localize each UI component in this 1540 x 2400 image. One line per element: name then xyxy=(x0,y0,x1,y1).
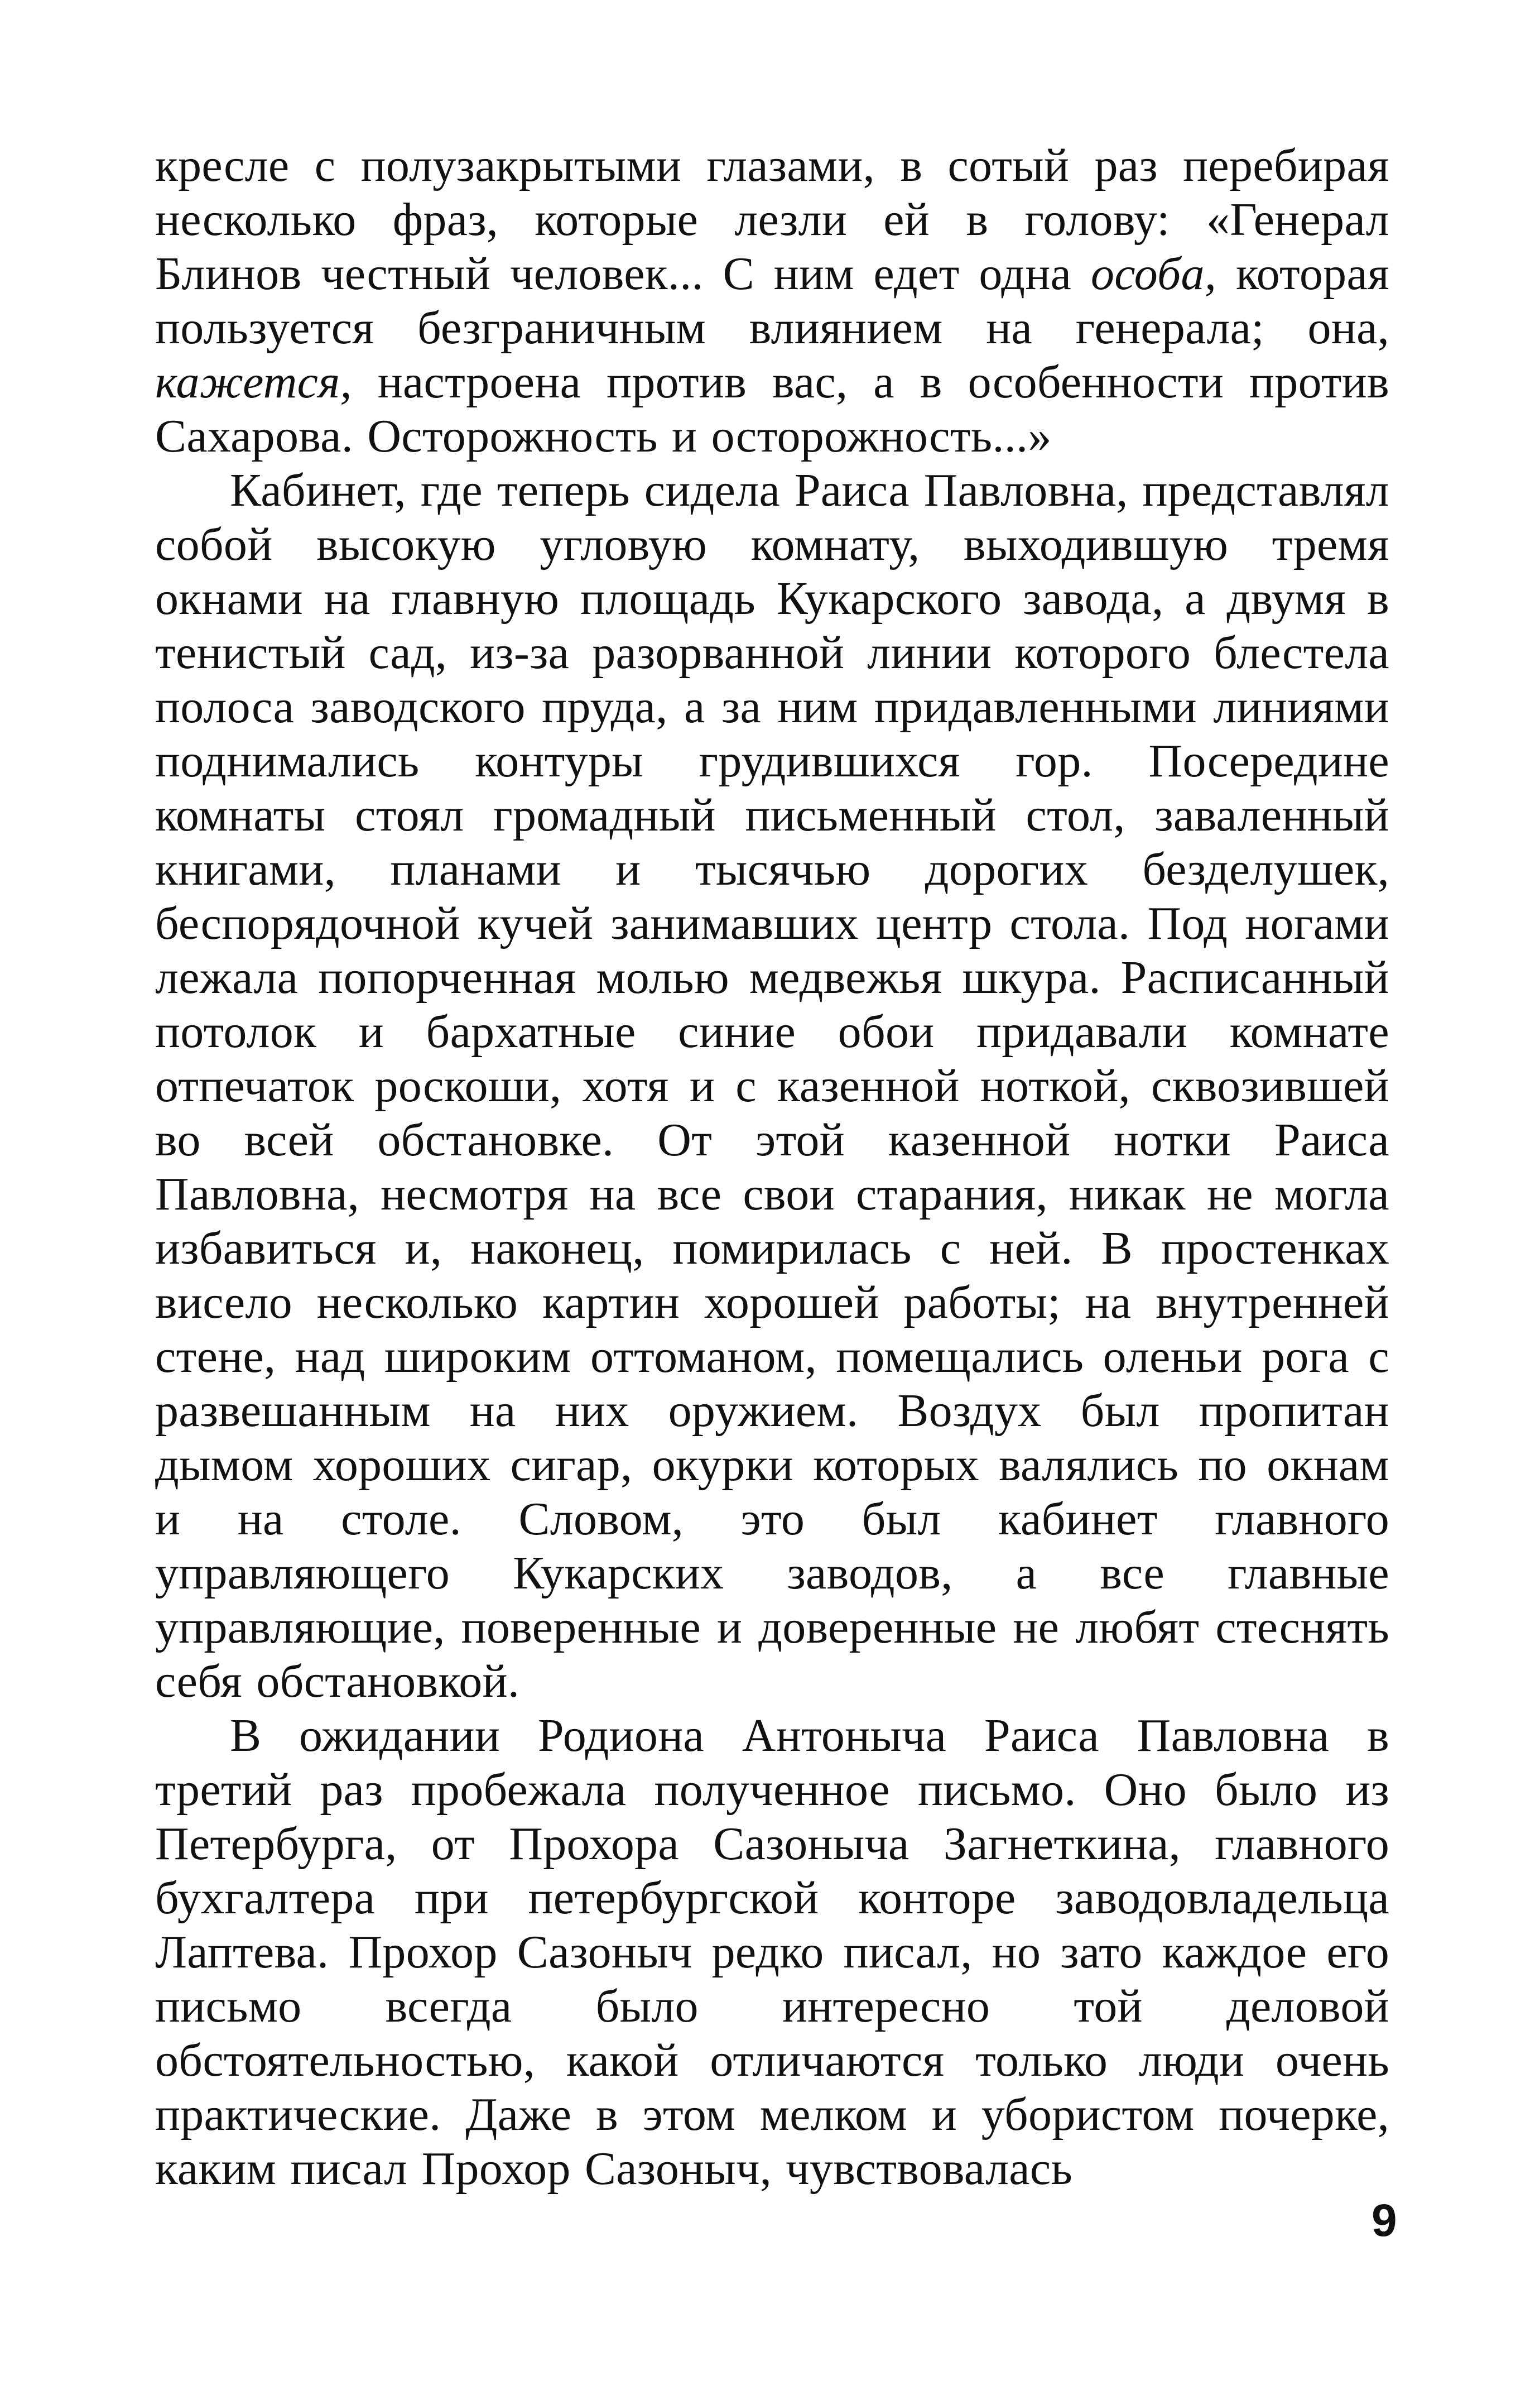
paragraph-3-text: В ожидании Родиона Антоныча Раиса Павловна в третий раз пробежала полученное письмо. Оно было из Петербурга, от Прохора Сазоныча Загнеткина, главного бухгалтера при петербургской конторе заводовладельца Лаптева. Прохор Сазоныч редко писал, но зато каждое его письмо всегда было интересно той деловой обстоятельностью, какой отличаются только люди очень практические. Даже в этом мелком и убористом почерке, каким писал Прохор Сазоныч, чувствовалась xyxy=(155,1710,1389,2195)
paragraph-2-text: Кабинет, где теперь сидела Раиса Павловна, представлял собой высокую угловую комнату, выходившую тремя окнами на главную площадь Кукарского завода, а двумя в тенистый сад, из-за разорванной линии которого блестела полоса заводского пруда, а за ним придавленными линиями поднимались контуры грудившихся гор. Посередине комнаты стоял громадный письменный стол, заваленный книгами, планами и тысячью дорогих безделушек, беспорядочной кучей занимавших центр стола. Под ногами лежала попорченная молью медвежья шкура. Расписанный потолок и бархатные синие обои придавали комнате отпечаток роскоши, хотя и с казенной ноткой, сквозившей во всей обстановке. От этой казенной нотки Раиса Павловна, несмотря на все свои старания, никак не могла избавиться и, наконец, помирилась с ней. В простенках висело несколько картин хорошей работы; на внутренней стене, над широким оттоманом, помещались оленьи рога с развешанным на них оружием. Воздух был пропитан дымом хороших сигар, окурки которых валялись по окнам и на столе. Словом, это был кабинет главного управляющего Кукарских заводов, а все главные управляющие, поверенные и доверенные не любят стеснять себя обстановкой. xyxy=(155,464,1389,1707)
page-number: 9 xyxy=(1371,2195,1397,2246)
paragraph-1-run-1: кресле с полузакрытыми глазами, в сотый раз перебирая несколько фраз, которые лезли ей в голову: «Генерал Блинов честный человек... С ним едет одна xyxy=(155,140,1389,300)
paragraph-1-italic-osoba: особа, xyxy=(1091,248,1217,300)
paragraph-1-run-3: которая пользуется безграничным влиянием на генерала; она, xyxy=(155,248,1390,354)
paragraph-2 xyxy=(155,463,1389,1708)
paragraph-1-run-5: настроена против вас, а в особенности против Сахарова. Осторожность и осторожность...» xyxy=(155,356,1389,462)
paragraph-1 xyxy=(155,138,1389,463)
paragraph-3 xyxy=(155,1708,1389,2196)
body-text xyxy=(155,138,1389,2196)
paragraph-1-italic-kazhetsya: кажется, xyxy=(155,356,352,408)
